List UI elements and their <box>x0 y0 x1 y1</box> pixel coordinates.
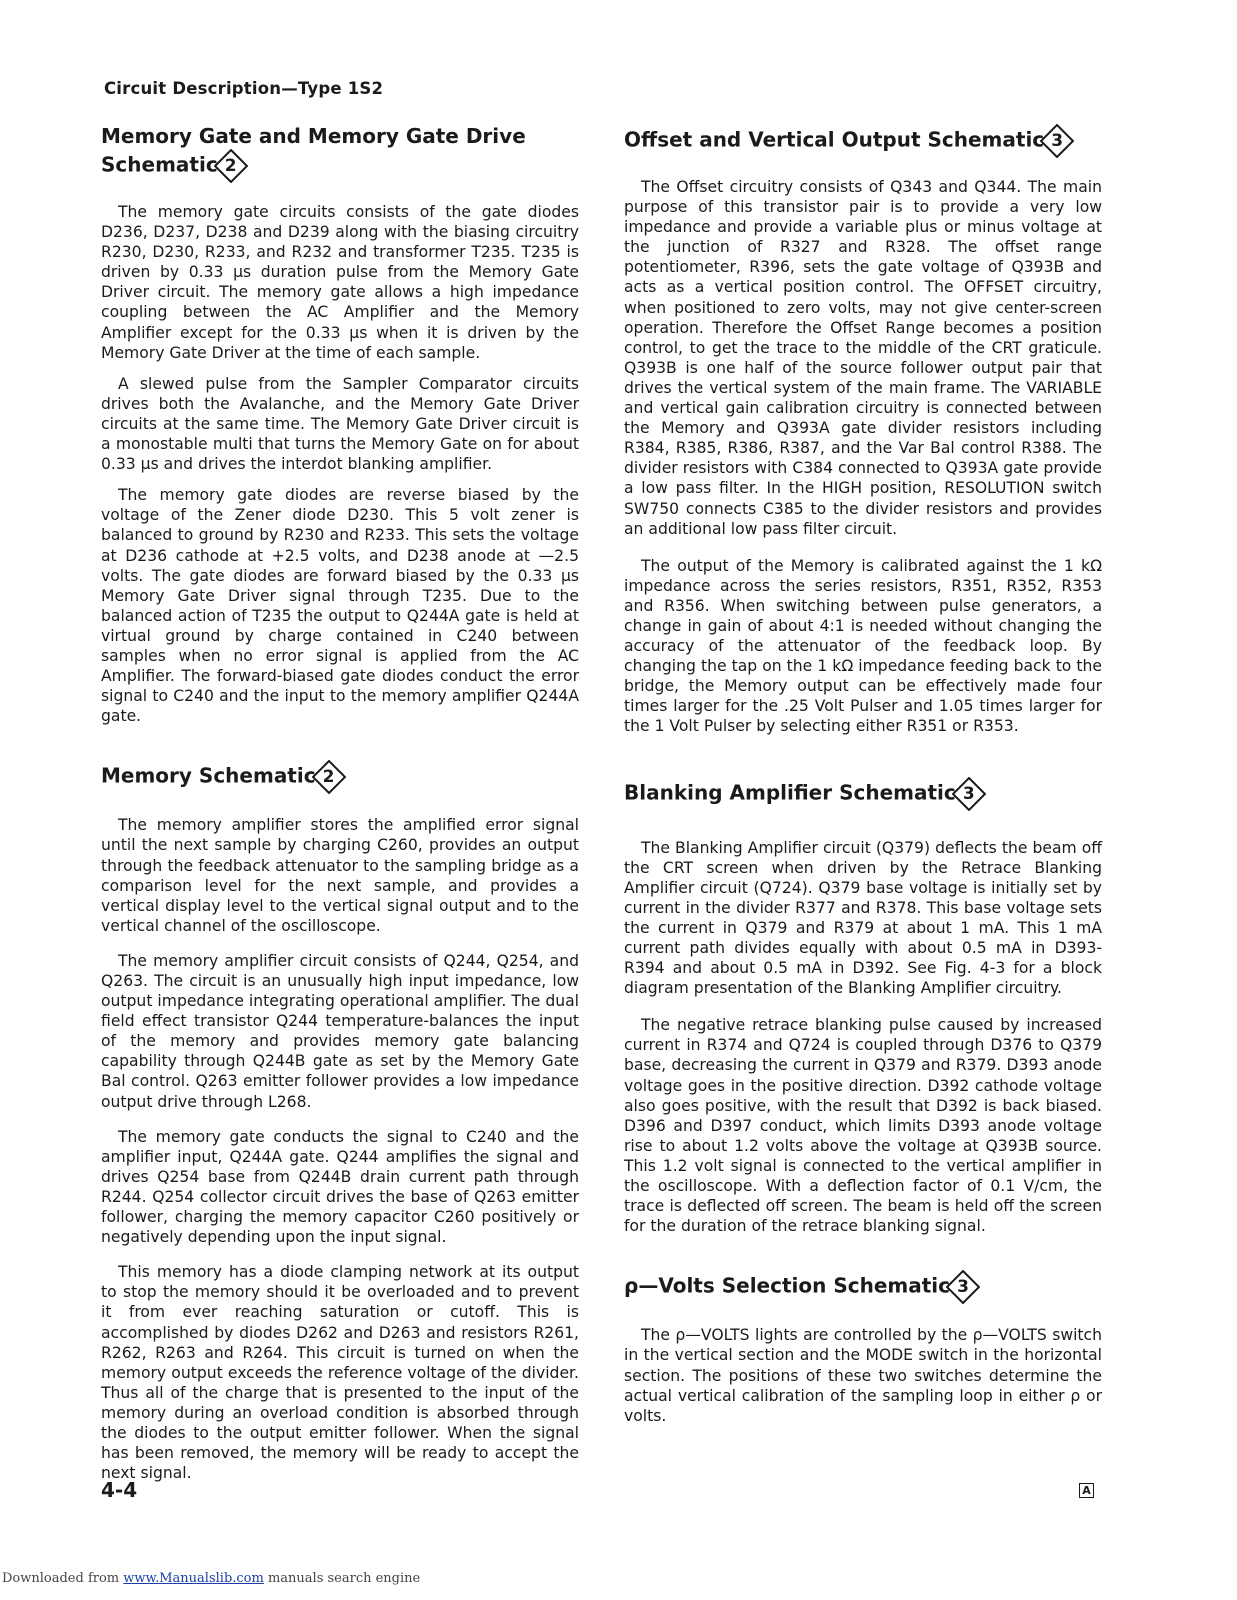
download-prefix: Downloaded from <box>2 1571 124 1586</box>
section-title-memory-gate <box>101 124 579 183</box>
paragraph: The memory gate diodes are reverse biased by the voltage of the Zener diode D230. This 5 volt zener is balanced to ground by R230 and R233. This sets the voltage at D236 cathode at +2.5 volts, and D238 anode at —2.5 volts. The gate diodes are forward biased by the 0.33 µs Memory Gate Driver signal through T235. Due to the balanced action of T235 the output to Q244A gate is held at virtual ground by charge contained in C240 between samples when no error signal is applied from the AC Amplifier. The forward-biased gate diodes conduct the error signal to C240 and the input to the memory amplifier Q244A gate. <box>101 486 579 726</box>
schematic-number-diamond <box>1040 124 1074 158</box>
section-title-line2: Schematic <box>101 152 218 177</box>
schematic-number-diamond <box>946 1270 980 1304</box>
schematic-number-diamond <box>952 777 986 811</box>
section-title-line1: Memory Gate and Memory Gate Drive <box>101 124 526 148</box>
paragraph: This memory has a diode clamping network at its output to stop the memory should it be overloaded and to prevent it from ever reaching saturation or cutoff. This is accomplished by diodes D262 and D263 and resistors R261, R262, R263 and R264. This circuit is turned on when the memory output exceeds the reference voltage of the divider. Thus all of the charge that is presented to the input of the memory during an overload condition is absorbed through the diodes to the output emitter follower. When the signal has been removed, the memory will be ready to accept the next signal. <box>101 1263 579 1483</box>
paragraph: The memory amplifier circuit consists of Q244, Q254, and Q263. The circuit is an unusually high input impedance, low output impedance integrating operational amplifier. The dual field effect transistor Q244 temperature-balances the input of the memory and provides memory gate balancing capability through Q244B gate as set by the Memory Gate Bal control. Q263 emitter follower provides a low impedance output drive through L268. <box>101 951 579 1111</box>
download-footer <box>2 1571 420 1586</box>
schematic-number: 3 <box>1051 131 1064 151</box>
schematic-number: 3 <box>962 783 975 804</box>
paragraph: The negative retrace blanking pulse caused by increased current in R374 and Q724 is coupled through D376 to Q379 base, decreasing the current in Q379 and R379. D393 anode voltage goes in the positive direction. D392 cathode voltage also goes positive, with the result that D392 is back biased. D396 and D397 conduct, which limits D393 anode voltage rise to about 1.2 volts above the voltage at Q393B source. This 1.2 volt signal is connected to the vertical amplifier in the oscilloscope. With a deflection factor of 0.1 V/cm, the trace is deflected off screen. The beam is held off the screen for the duration of the retrace blanking signal. <box>624 1016 1102 1236</box>
section-title-memory <box>101 760 579 794</box>
revision-mark: A <box>1079 1483 1094 1498</box>
section-title-text: Blanking Amplifier Schematic <box>624 780 956 805</box>
paragraph: The Offset circuitry consists of Q343 and Q344. The main purpose of this transistor pair is to provide a very low impedance and provide a variable plus or minus voltage at the junction of R327 and R328. The offset range potentiometer, R396, sets the gate voltage of Q393B and acts as a vertical position control. The OFFSET circuitry, when positioned to zero volts, may not give center-screen operation. Therefore the Offset Range becomes a position control, to get the trace to the middle of the CRT graticule. Q393B is one half of the source follower output pair that drives the vertical system of the main frame. The VARIABLE and vertical gain calibration circuitry is connected between the Memory and Q393A gate divider resistors including R384, R385, R386, R387, and the Var Bal control R388. The divider resistors with C384 connected to Q393A gate provide a low pass filter. In the HIGH position, RESOLUTION switch SW750 connects C385 to the divider resistors and provides an additional low pass filter circuit. <box>624 178 1102 538</box>
paragraph: The memory gate conducts the signal to C240 and the amplifier input, Q244A gate. Q244 amplifies the signal and drives Q254 base from Q244B drain current path through R244. Q254 collector circuit drives the base of Q263 emitter follower, charging the memory capacitor C260 positively or negatively depending upon the input signal. <box>101 1127 579 1247</box>
schematic-number: 2 <box>322 767 335 788</box>
paragraph: A slewed pulse from the Sampler Comparator circuits drives both the Avalanche, and the Memory Gate Driver circuits at the same time. The Memory Gate Driver circuit is a monostable multi that turns the Memory Gate on for about 0.33 µs and drives the interdot blanking amplifier. <box>101 374 579 474</box>
section-title-rho-volts <box>624 1270 1102 1304</box>
paragraph: The ρ—VOLTS lights are controlled by the ρ—VOLTS switch in the vertical section and the MODE switch in the horizontal section. The positions of these two switches determine the actual vertical calibration of the sampling loop in either ρ or volts. <box>624 1326 1102 1425</box>
section-title-text: Memory Schematic <box>101 763 316 788</box>
page-number: 4-4 <box>101 1478 138 1502</box>
section-title-blanking <box>624 777 1102 811</box>
section-title-offset <box>624 124 1102 158</box>
paragraph: The memory amplifier stores the amplified error signal until the next sample by charging C260, provides an output through the feedback attenuator to the sampling bridge as a comparison level for the next sample, and provides a vertical display level to the vertical signal output and to the vertical channel of the oscilloscope. <box>101 816 579 935</box>
manualslib-link[interactable]: www.Manualslib.com <box>123 1571 264 1586</box>
schematic-number: 2 <box>224 156 237 176</box>
left-column <box>101 124 579 1483</box>
paragraph: The output of the Memory is calibrated against the 1 kΩ impedance across the series resistors, R351, R352, R353 and R356. When switching between pulse generators, a change in gain of about 4:1 is needed without changing the accuracy of the attenuator of the feedback loop. By changing the tap on the 1 kΩ impedance feeding back to the bridge, the Memory output can be effectively made four times larger for the .25 Volt Pulser and 1.05 times larger for the 1 Volt Pulser by selecting either R351 or R353. <box>624 556 1102 736</box>
paragraph: The Blanking Amplifier circuit (Q379) deflects the beam off the CRT screen when driven by the Retrace Blanking Amplifier circuit (Q724). Q379 base voltage is initially set by current in the divider R377 and R378. This base voltage sets the current in Q379 and R379 at about 1 mA. This 1 mA current path divides equally with about 0.5 mA in D393-R394 and about 0.5 mA in D392. See Fig. 4-3 for a block diagram presentation of the Blanking Amplifier circuitry. <box>624 838 1102 998</box>
right-column <box>624 124 1102 1426</box>
page-header: Circuit Description—Type 1S2 <box>104 79 384 98</box>
schematic-number-diamond <box>312 760 346 794</box>
section-title-text: Offset and Vertical Output Schematic <box>624 127 1045 152</box>
section-title-text: ρ—Volts Selection Schematic <box>624 1273 950 1298</box>
schematic-number: 3 <box>957 1277 969 1298</box>
download-suffix: manuals search engine <box>263 1571 421 1586</box>
paragraph: The memory gate circuits consists of the gate diodes D236, D237, D238 and D239 along with the biasing circuitry R230, D230, R233, and R232 and transformer T235. T235 is driven by 0.33 µs duration pulse from the Memory Gate Driver circuit. The memory gate allows a high impedance coupling between the AC Amplifier and the Memory Amplifier except for the 0.33 µs when it is driven by the Memory Gate Driver at the time of each sample. <box>101 203 579 362</box>
schematic-number-diamond <box>214 149 248 183</box>
